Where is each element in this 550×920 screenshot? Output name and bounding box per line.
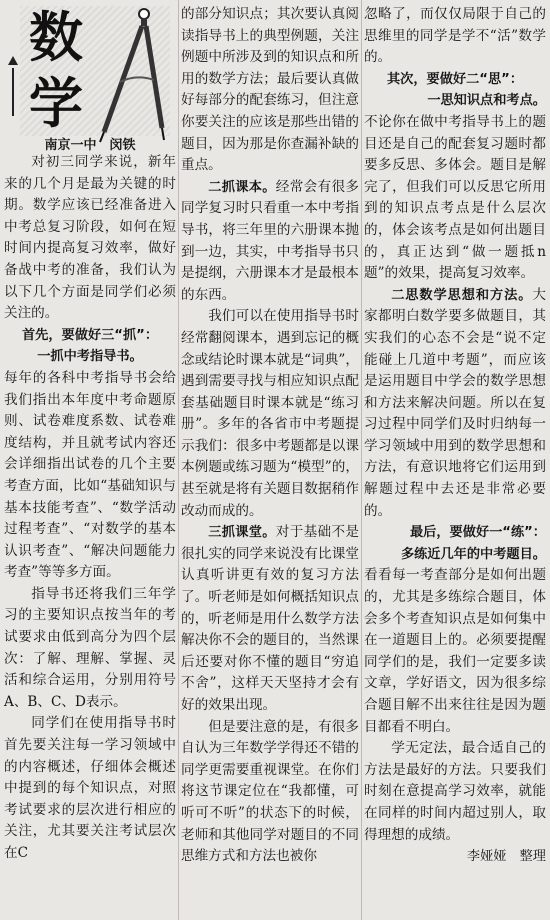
paragraph: 同学们在使用指导书时首先要关注每一学习领域中的内容概述，仔细体会概述中提到的每个知识点，对照考试要求的层次进行相应的关注，尤其要关注考试层次在C xyxy=(4,715,176,861)
column-masthead xyxy=(4,4,176,153)
paragraph: 的部分知识点；其次要认真阅读指导书上的典型例题，关注例题中所涉及到的知识点和所用的数学方法；最后要认真做好每部分的配套练习，但注意你要关注的应该是那些出错的题目，因为那是你查漏补缺的重点。 xyxy=(181,6,359,174)
paragraph: 每年的各科中考指导书会给我们指出本年度中考命题原则、试卷难度系数、试卷难度结构，并且就考试内容还会详细指出试卷的几个主要考查方面，比如“基础知识与基本技能考查”、“数学活动过程考查”、“对数学的基本认识考查”、“解决问题能力考查”等等多方面。 xyxy=(4,369,176,581)
author-byline: 南京一中 闵铁 xyxy=(44,138,136,153)
compass-icon xyxy=(90,4,176,144)
masthead-char-2: 学 xyxy=(29,72,83,135)
up-arrow-icon xyxy=(6,56,20,126)
subheading-math-thinking: 二思数学思想和方法。 xyxy=(391,287,533,303)
section-heading-second: 其次，要做好二“思”： xyxy=(386,71,524,87)
masthead-char-1: 数 xyxy=(29,6,83,69)
paragraph: 学无定法，最合适自己的方法是最好的方法。只要我们时刻在意提高学习效率，就能在同样的时间内超过别人，取得理想的成绩。 xyxy=(364,740,546,843)
editor-credit: 李娅娅 整理 xyxy=(466,849,546,865)
paragraph: 我们可以在使用指导书时经常翻阅课本，遇到忘记的概念或结论时课本就是“词典”，遇到需要寻找与相应知识点配套基础题目时课本就是“练习册”。多年的各省市中考题提示我们：很多中考题都是以课本例题或练习题为“模型”的，甚至就是将有关题目数据稍作改动而成的。 xyxy=(181,308,359,519)
paragraph: 不论你在做中考指导书上的题目还是自己的配套复习题时都要多反思、多体会。题目是解完了，但我们可以反思它所用到的知识点考点是什么层次的，体会该考点是如何出题目的，真正达到“做一题抵n题”的效果，提高复习效率。 xyxy=(364,113,546,282)
paragraph: 指导书还将我们三年学习的主要知识点按当年的考试要求由低到高分为四个层次：了解、理解、掌握、灵活和综合运用，分别用符号A、B、C、D表示。 xyxy=(4,585,176,710)
paragraph: 看看每一考查部分是如何出题的，尤其是多练综合题目，体会多个考查知识点是如何集中在一道题目上的。必须要提醒同学们的是，我们一定要多读文章，学好语文，因为很多综合题目解不出来往往是因为题目都看不明白。 xyxy=(364,567,546,735)
subheading-classroom: 三抓课堂。 xyxy=(208,525,276,541)
section-heading-first: 首先，要做好三“抓”： xyxy=(21,327,159,343)
subheading-textbook: 二抓课本。 xyxy=(208,179,276,195)
intro-paragraph: 对初三同学来说，新年来的几个月是最为关键的时期。数学应该已经准备进入中考总复习阶段，如何在短时间内提高复习效率，做好备战中考的准备，我们认为以下几个方面是同学们必须关注的。 xyxy=(4,154,176,322)
subheading-practice: 多练近几年的中考题目。 xyxy=(400,546,546,562)
subheading-knowledge-points: 一思知识点和考点。 xyxy=(427,93,546,109)
column-divider xyxy=(178,0,179,920)
article-column-1 xyxy=(4,152,176,865)
column-divider xyxy=(361,0,362,920)
subheading-guide-book: 一抓中考指导书。 xyxy=(37,349,143,365)
paragraph: 忽略了，而仅仅局限于自己的思维里的同学是学不“活”数学的。 xyxy=(364,6,546,66)
paragraph: 但是要注意的是，有很多自认为三年数学学得还不错的同学更需要重视课堂。在你们将这节课定位在“我都懂，可听可不听”的状态下的时候，老师和其他同学对题目的不同思维方式和方法也被你 xyxy=(181,718,359,865)
paragraph: 大家都明白数学要多做题目，其实我们的心态不会是“说不定能碰上几道中考题”，而应该是运用题目中学会的数学思想和方法来解决问题。所以在复习过程中同学们及时归纳每一学习领域中用到的数学思想和方法，有意识地将它们运用到解题过程中去还是非常必要的。 xyxy=(364,286,546,519)
article-column-3 xyxy=(364,4,546,868)
paragraph: 对于基础不是很扎实的同学来说没有比课堂认真听讲更有效的复习方法了。听老师是如何概括知识点的，听老师是用什么数学方法解决你不会的题目的，当然课后还要对你不懂的题目“穷追不舍”，这样天天坚持才会有好的效果出现。 xyxy=(181,524,359,713)
article-column-2 xyxy=(181,4,359,868)
paragraph: 经常会有很多同学复习时只看重一本中考指导书，将三年里的六册课本抛到一边，其实，中考指导书只是提纲，六册课本才是最根本的东西。 xyxy=(181,178,359,303)
section-heading-last: 最后，要做好一“练”： xyxy=(409,525,546,541)
